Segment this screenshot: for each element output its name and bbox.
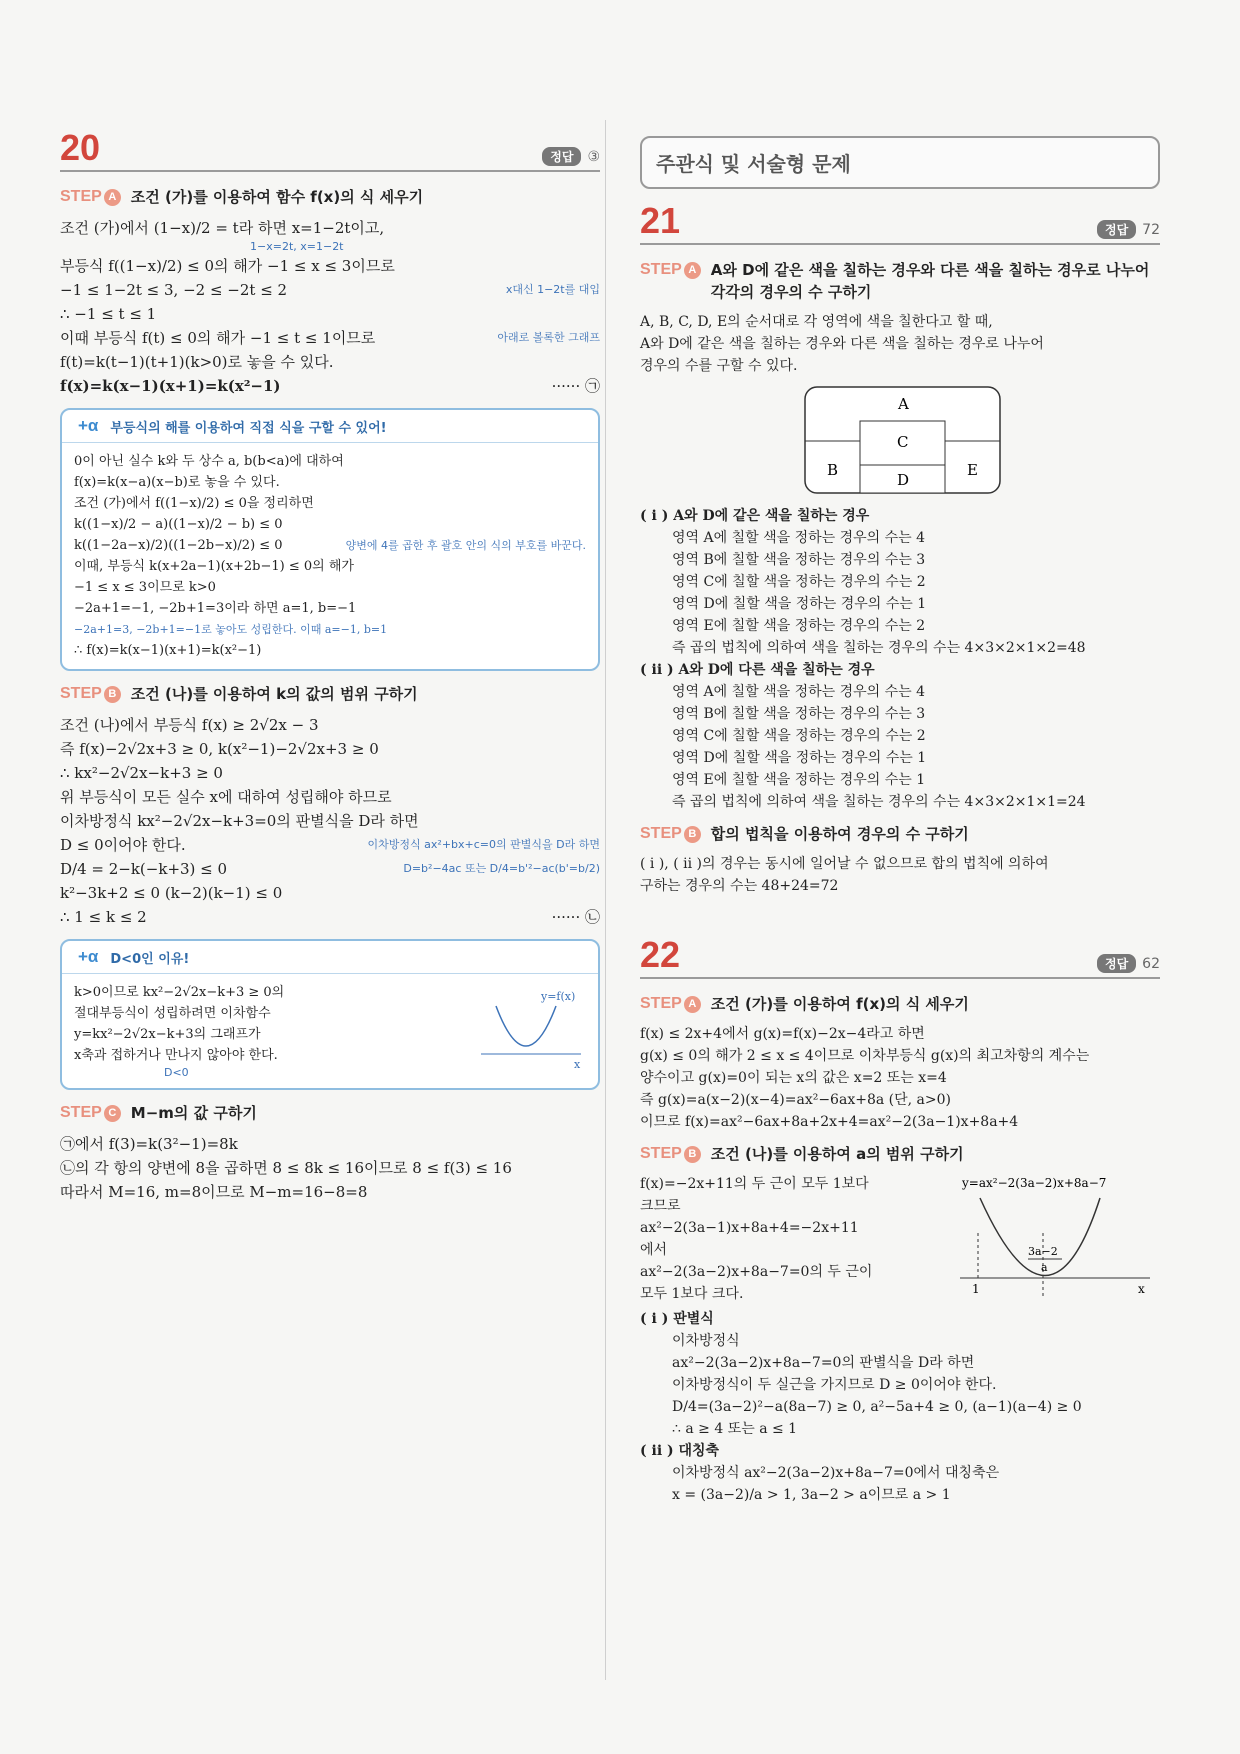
text-line: k²−3k+2 ≤ 0 (k−2)(k−1) ≤ 0 <box>60 884 283 902</box>
text-line: A와 D에 같은 색을 칠하는 경우와 다른 색을 칠하는 경우로 나누어 <box>640 336 1044 352</box>
result-line: f(x)=k(x−1)(x+1)=k(x²−1) <box>60 377 281 395</box>
step-b-heading <box>640 823 1160 845</box>
x-one-label: 1 <box>972 1282 980 1296</box>
answer-value: ③ <box>587 148 600 165</box>
step-b-heading <box>640 1143 1160 1165</box>
step-title: 조건 (나)를 이용하여 a의 범위 구하기 <box>710 1145 964 1163</box>
axis-label: x <box>574 1058 581 1071</box>
column-divider <box>605 120 606 1680</box>
problem-number: 20 <box>60 127 101 168</box>
text-line: 조건 (나)에서 부등식 f(x) ≥ 2√2x − 3 <box>60 716 319 734</box>
case-line: 영역 E에 칠할 색을 정하는 경우의 수는 1 <box>672 772 926 788</box>
case-line: 영역 B에 칠할 색을 정하는 경우의 수는 3 <box>672 706 926 722</box>
tip-condition: D<0 <box>164 1066 189 1079</box>
step-a-heading <box>60 186 600 208</box>
answer <box>542 147 600 166</box>
equation-mark: ······ ㉠ <box>551 377 600 395</box>
side-note: 이차방정식 ax²+bx+c=0의 판별식을 D라 하면 <box>367 838 600 851</box>
tip-line: 조건 (가)에서 f((1−x)/2) ≤ 0을 정리하면 <box>74 496 314 511</box>
graph-label: y=ax²−2(3a−2)x+8a−7 <box>962 1176 1107 1190</box>
text-line: f(t)=k(t−1)(t+1)(k>0)로 놓을 수 있다. <box>60 353 334 371</box>
text-line: ax²−2(3a−1)x+8a+4=−2x+11 <box>640 1220 859 1236</box>
case-line: 즉 곱의 법칙에 의하여 색을 칠하는 경우의 수는 4×3×2×1×1=24 <box>672 794 1086 810</box>
text-line: 크므로 <box>640 1198 681 1214</box>
tip-box-2 <box>60 939 600 1090</box>
case-line: D/4=(3a−2)²−a(8a−7) ≥ 0, a²−5a+4 ≥ 0, (a−1)(a−4) ≥ 0 <box>672 1399 1082 1415</box>
step-tag: STEP B <box>60 683 121 705</box>
case-line: 영역 C에 칠할 색을 정하는 경우의 수는 2 <box>672 574 926 590</box>
step-tag: STEP A <box>640 993 701 1015</box>
tip-line: 절대부등식이 성립하려면 이차함수 <box>74 1006 271 1021</box>
text-line: 이차방정식 kx²−2√2x−k+3=0의 판별식을 D라 하면 <box>60 812 419 830</box>
section-title: 주관식 및 서술형 문제 <box>640 136 1160 189</box>
tip-title: D<0인 이유! <box>110 951 190 967</box>
tip-line: −2a+1=3, −2b+1=−1로 놓아도 성립한다. 이때 a=−1, b=1 <box>74 623 388 636</box>
tip-note: 양변에 4를 곱한 후 괄호 안의 식의 부호를 바꾼다. <box>345 538 586 552</box>
case-line: x = (3a−2)/a > 1, 3a−2 > a이므로 a > 1 <box>672 1487 951 1503</box>
side-note: x대신 1−2t를 대입 <box>505 283 600 296</box>
text-line: 모두 1보다 크다. <box>640 1286 744 1302</box>
answer-badge: 정답 <box>1097 220 1136 239</box>
case-line: 영역 A에 칠할 색을 정하는 경우의 수는 4 <box>672 530 926 546</box>
case-line: 이차방정식 ax²−2(3a−2)x+8a−7=0에서 대칭축은 <box>672 1465 1000 1481</box>
parabola-curve <box>980 1198 1100 1276</box>
left-column <box>60 127 600 1204</box>
tip-header <box>62 941 598 974</box>
side-note: 아래로 볼록한 그래프 <box>497 331 600 344</box>
region-e-label: E <box>967 461 978 479</box>
step-a-heading <box>640 259 1160 303</box>
text-line: 구하는 경우의 수는 48+24=72 <box>640 878 839 894</box>
parabola-graph-22 <box>950 1173 1160 1308</box>
step-title: 조건 (가)를 이용하여 f(x)의 식 세우기 <box>710 995 969 1013</box>
region-diagram <box>640 381 1160 501</box>
region-c-label: C <box>897 433 909 451</box>
text-line: 이므로 f(x)=ax²−6ax+8a+2x+4=ax²−2(3a−1)x+8a+4 <box>640 1114 1019 1130</box>
step-title: A와 D에 같은 색을 칠하는 경우와 다른 색을 칠하는 경우로 나누어 각각의 경우의 수 구하기 <box>710 261 1150 301</box>
step-tag: STEP B <box>640 1143 701 1165</box>
step-tag: STEP C <box>60 1102 121 1124</box>
tip-line: k>0이므로 kx²−2√2x−k+3 ≥ 0의 <box>74 985 285 1000</box>
answer-badge: 정답 <box>1097 954 1136 973</box>
case-heading: ( ii ) A와 D에 다른 색을 칠하는 경우 <box>640 662 875 678</box>
case-line: 영역 D에 칠할 색을 정하는 경우의 수는 1 <box>672 596 927 612</box>
text-line: 경우의 수를 구할 수 있다. <box>640 358 798 374</box>
parabola-graph <box>476 986 586 1076</box>
text-line: 부등식 f((1−x)/2) ≤ 0의 해가 −1 ≤ x ≤ 3이므로 <box>60 257 395 275</box>
case-line: 이차방정식 <box>672 1333 740 1349</box>
case-line: 이차방정식이 두 실근을 가지므로 D ≥ 0이어야 한다. <box>672 1377 997 1393</box>
tip-line: −2a+1=−1, −2b+1=3이라 하면 a=1, b=−1 <box>74 601 357 616</box>
case-heading: ( i ) A와 D에 같은 색을 칠하는 경우 <box>640 508 870 524</box>
text-line: ㉠에서 f(3)=k(3²−1)=8k <box>60 1135 238 1153</box>
problem-number: 21 <box>640 200 681 241</box>
tip-line: 0이 아닌 실수 k와 두 상수 a, b(b<a)에 대하여 <box>74 454 344 469</box>
text-line: 이때 부등식 f(t) ≤ 0의 해가 −1 ≤ t ≤ 1이므로 <box>60 329 376 347</box>
text-line: −1 ≤ 1−2t ≤ 3, −2 ≤ −2t ≤ 2 <box>60 281 288 299</box>
text-line: 위 부등식이 모든 실수 x에 대하여 성립해야 하므로 <box>60 788 392 806</box>
step-title: 합의 법칙을 이용하여 경우의 수 구하기 <box>710 825 969 843</box>
side-note: D=b²−4ac 또는 D/4=b'²−ac(b'=b/2) <box>403 862 600 875</box>
tip-line: y=kx²−2√2x−k+3의 그래프가 <box>74 1027 261 1042</box>
text-line: 에서 <box>640 1242 668 1258</box>
case-heading: ( i ) 판별식 <box>640 1311 714 1327</box>
region-b-label: B <box>827 461 839 479</box>
tip-line: x축과 접하거나 만나지 않아야 한다. <box>74 1048 278 1063</box>
text-line: g(x) ≤ 0의 해가 2 ≤ x ≤ 4이므로 이차부등식 g(x)의 최고차항의 계수는 <box>640 1048 1090 1064</box>
answer <box>1097 220 1160 239</box>
text-line: ∴ 1 ≤ k ≤ 2 <box>60 908 147 926</box>
tip-box-1 <box>60 408 600 671</box>
step-tag: STEP A <box>60 186 121 208</box>
text-line: 따라서 M=16, m=8이므로 M−m=16−8=8 <box>60 1183 368 1201</box>
step-b-heading <box>60 683 600 705</box>
case-heading: ( ii ) 대칭축 <box>640 1443 720 1459</box>
case-line: 즉 곱의 법칙에 의하여 색을 칠하는 경우의 수는 4×3×2×1×2=48 <box>672 640 1086 656</box>
tip-body <box>62 974 598 1088</box>
case-line: ∴ a ≥ 4 또는 a ≤ 1 <box>672 1421 798 1437</box>
case-line: 영역 D에 칠할 색을 정하는 경우의 수는 1 <box>672 750 927 766</box>
tip-line: 이때, 부등식 k(x+2a−1)(x+2b−1) ≤ 0의 해가 <box>74 559 354 574</box>
text-line: 양수이고 g(x)=0이 되는 x의 값은 x=2 또는 x=4 <box>640 1070 947 1086</box>
text-line: ∴ kx²−2√2x−k+3 ≥ 0 <box>60 764 223 782</box>
text-line: f(x)=−2x+11의 두 근이 모두 1보다 <box>640 1176 869 1192</box>
plus-alpha-icon: +α <box>78 947 99 966</box>
axis-numerator: 3a−2 <box>1028 1245 1058 1258</box>
tip-line: k((1−x)/2 − a)((1−x)/2 − b) ≤ 0 <box>74 517 283 532</box>
answer-badge: 정답 <box>542 147 581 166</box>
tip-line: −1 ≤ x ≤ 3이므로 k>0 <box>74 580 216 595</box>
text-line: 조건 (가)에서 (1−x)/2 = t라 하면 x=1−2t이고, <box>60 219 385 237</box>
text-line: A, B, C, D, E의 순서대로 각 영역에 색을 칠한다고 할 때, <box>640 314 993 330</box>
problem-20-header <box>60 127 600 172</box>
answer-value: 72 <box>1142 221 1160 238</box>
case-line: 영역 B에 칠할 색을 정하는 경우의 수는 3 <box>672 552 926 568</box>
equation-mark: ······ ㉡ <box>551 908 600 926</box>
problem-21-header <box>640 200 1160 245</box>
region-d-label: D <box>897 471 910 489</box>
step-title: 조건 (나)를 이용하여 k의 값의 범위 구하기 <box>130 685 418 703</box>
tip-title: 부등식의 해를 이용하여 직접 식을 구할 수 있어! <box>110 420 387 436</box>
tip-line: f(x)=k(x−a)(x−b)로 놓을 수 있다. <box>74 475 280 490</box>
text-line: ㉡의 각 항의 양변에 8을 곱하면 8 ≤ 8k ≤ 16이므로 8 ≤ f(3) ≤ 16 <box>60 1159 512 1177</box>
graph-label: y=f(x) <box>541 990 576 1003</box>
tip-line: ∴ f(x)=k(x−1)(x+1)=k(x²−1) <box>74 643 262 658</box>
text-line: D ≤ 0이어야 한다. <box>60 836 186 854</box>
text-line: ax²−2(3a−2)x+8a−7=0의 두 근이 <box>640 1264 873 1280</box>
text-line: ∴ −1 ≤ t ≤ 1 <box>60 305 157 323</box>
step-tag: STEP A <box>640 259 701 281</box>
case-line: 영역 A에 칠할 색을 정하는 경우의 수는 4 <box>672 684 926 700</box>
step-c-heading <box>60 1102 600 1124</box>
region-a-label: A <box>898 395 909 413</box>
step-tag: STEP B <box>640 823 701 845</box>
case-line: 영역 C에 칠할 색을 정하는 경우의 수는 2 <box>672 728 926 744</box>
right-column <box>640 136 1160 1506</box>
parabola-curve <box>496 1006 556 1046</box>
step-title: M−m의 값 구하기 <box>130 1104 257 1122</box>
text-line: D/4 = 2−k(−k+3) ≤ 0 <box>60 860 228 878</box>
tip-line: k((1−2a−x)/2)((1−2b−x)/2) ≤ 0 <box>74 538 283 553</box>
step-title: 조건 (가)를 이용하여 함수 f(x)의 식 세우기 <box>130 188 424 206</box>
axis-label: x <box>1138 1282 1145 1296</box>
answer <box>1097 954 1160 973</box>
problem-22-header <box>640 934 1160 979</box>
text-line: 즉 f(x)−2√2x+3 ≥ 0, k(x²−1)−2√2x+3 ≥ 0 <box>60 740 379 758</box>
step-a-heading <box>640 993 1160 1015</box>
tip-header <box>62 410 598 443</box>
axis-denominator: a <box>1041 1261 1048 1274</box>
plus-alpha-icon: +α <box>78 416 99 435</box>
side-note: 1−x=2t, x=1−2t <box>250 240 344 253</box>
text-line: 즉 g(x)=a(x−2)(x−4)=ax²−6ax+8a (단, a>0) <box>640 1092 951 1108</box>
problem-number: 22 <box>640 934 681 975</box>
text-line: f(x) ≤ 2x+4에서 g(x)=f(x)−2x−4라고 하면 <box>640 1026 925 1042</box>
case-line: 영역 E에 칠할 색을 정하는 경우의 수는 2 <box>672 618 926 634</box>
answer-value: 62 <box>1142 955 1160 972</box>
case-line: ax²−2(3a−2)x+8a−7=0의 판별식을 D라 하면 <box>672 1355 975 1371</box>
text-line: ( i ), ( ii )의 경우는 동시에 일어날 수 없으므로 합의 법칙에 의하여 <box>640 856 1049 872</box>
tip-body <box>62 443 598 669</box>
